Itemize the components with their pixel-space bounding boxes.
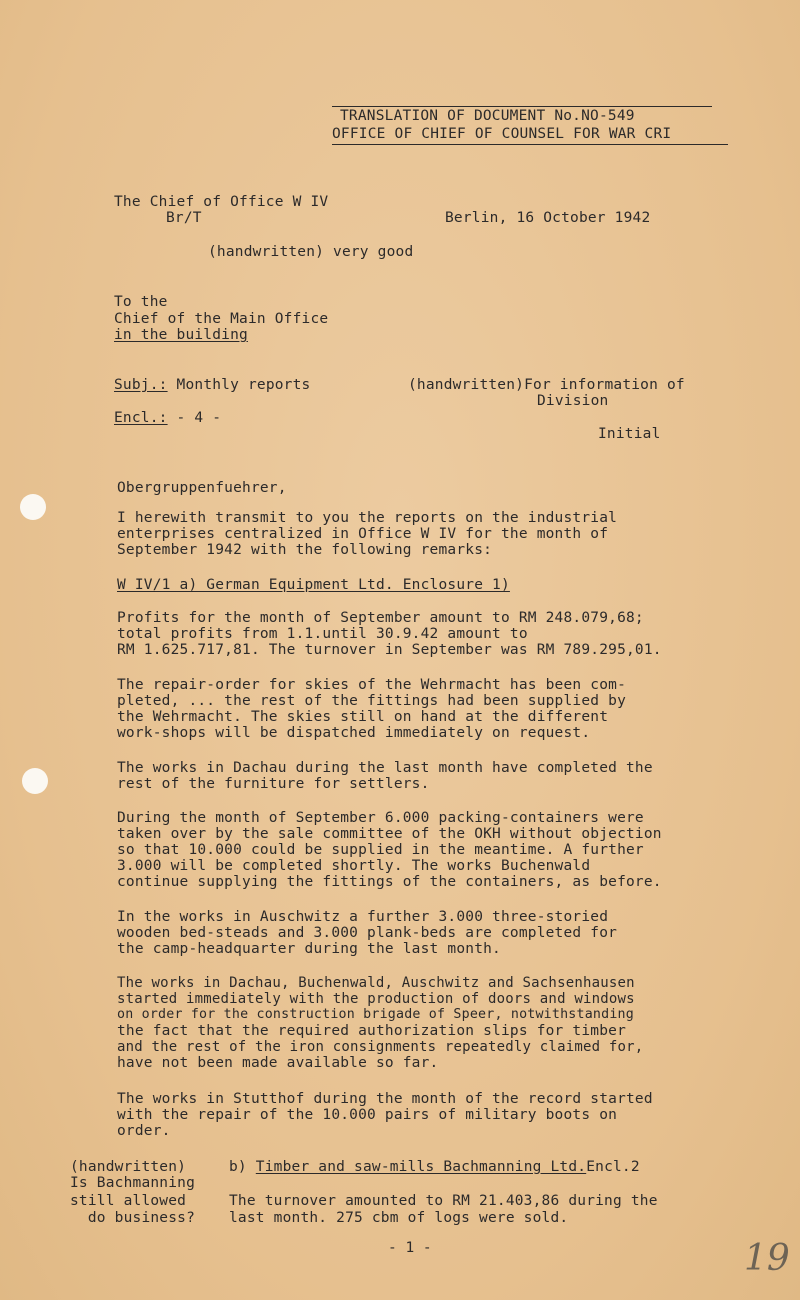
doors-line-5: and the rest of the iron consignments repeatedly claimed for, [117,1039,644,1055]
containers-line-3: so that 10.000 could be supplied in the meantime. A further [117,842,644,858]
margin-note-line-1: (handwritten) [70,1159,187,1175]
sender-line-1: The Chief of Office W IV [114,194,329,210]
skies-line-2: pleted, ... the rest of the fittings had been supplied by [117,693,626,709]
section-b-title: Timber and saw-mills Bachmanning Ltd. [255,1159,587,1175]
punch-hole-bottom [22,768,48,794]
intro-line-2: enterprises centralized in Office W IV for the month of [117,526,609,542]
section-b-line-2: last month. 275 cbm of logs were sold. [229,1210,569,1226]
subject-label: Subj.: [114,377,168,393]
containers-line-4: 3.000 will be completed shortly. The works Buchenwald [117,858,591,874]
auschwitz-line-2: wooden bed-steads and 3.000 plank-beds are completed for [117,925,618,941]
profits-line-2: total profits from 1.1.until 30.9.42 amount to [117,626,528,642]
header-line-1: TRANSLATION OF DOCUMENT No.NO-549 [340,108,635,124]
skies-line-4: work-shops will be dispatched immediately on request. [117,725,591,741]
containers-line-2: taken over by the sale committee of the OKH without objection [117,826,662,842]
margin-note-line-2: Is Bachmanning [70,1175,196,1191]
stutthof-line-2: with the repair of the 10.000 pairs of military boots on [117,1107,618,1123]
section-b-heading [229,1159,640,1175]
section-b-line-1: The turnover amounted to RM 21.403,86 during the [229,1193,658,1209]
archive-page-stamp: 19 [744,1238,790,1279]
subject-line [114,377,310,393]
intro-line-1: I herewith transmit to you the reports on the industrial [117,510,618,526]
section-b-enclosure: Encl.2 [586,1159,640,1175]
skies-line-1: The repair-order for skies of the Wehrmacht has been com- [117,677,626,693]
containers-line-1: During the month of September 6.000 packing-containers were [117,810,644,826]
enclosure-label: Encl.: [114,410,168,426]
handwritten-note-information-3: Initial [598,426,661,442]
auschwitz-line-3: the camp-headquarter during the last month. [117,941,501,957]
doors-line-1: The works in Dachau, Buchenwald, Auschwitz and Sachsenhausen [117,975,635,991]
enclosure-line [114,410,221,426]
header-line-2: OFFICE OF CHIEF OF COUNSEL FOR WAR CRI [332,126,672,142]
recipient-line-2: Chief of the Main Office [114,311,329,327]
stutthof-line-1: The works in Stutthof during the month of the record started [117,1091,653,1107]
section-b-prefix: b) [229,1159,256,1175]
recipient-line-1: To the [114,294,168,310]
subject-text: Monthly reports [167,377,311,393]
margin-note-line-4: do business? [70,1210,196,1226]
punch-hole-top [20,494,46,520]
place-date: Berlin, 16 October 1942 [445,210,651,226]
stutthof-line-3: order. [117,1123,171,1139]
salutation: Obergruppenfuehrer, [117,480,287,496]
header-rule-bottom [332,144,728,145]
doors-line-3: on order for the construction brigade of Speer, notwithstanding [117,1007,634,1022]
sender-line-2: Br/T [166,210,202,226]
header-rule-top [332,106,712,107]
margin-note-line-3: still allowed [70,1193,187,1209]
profits-line-1: Profits for the month of September amount to RM 248.079,68; [117,610,644,626]
intro-line-3: September 1942 with the following remarks: [117,542,493,558]
doors-line-6: have not been made available so far. [117,1055,439,1071]
containers-line-5: continue supplying the fittings of the containers, as before. [117,874,662,890]
dachau-line-2: rest of the furniture for settlers. [117,776,430,792]
doors-line-2: started immediately with the production of doors and windows [117,991,635,1007]
dachau-line-1: The works in Dachau during the last month have completed the [117,760,653,776]
handwritten-note-information-1: (handwritten)For information of [408,377,685,393]
skies-line-3: the Wehrmacht. The skies still on hand at the different [117,709,609,725]
doors-line-4: the fact that the required authorization slips for timber [117,1023,626,1039]
handwritten-note-information-2: Division [537,393,609,409]
handwritten-note-very-good: (handwritten) very good [208,244,414,260]
profits-line-3: RM 1.625.717,81. The turnover in September was RM 789.295,01. [117,642,662,658]
recipient-line-3: in the building [114,327,248,343]
enclosure-text: - 4 - [167,410,222,426]
page-number: - 1 - [388,1240,432,1256]
section-a-heading: W IV/1 a) German Equipment Ltd. Enclosure 1) [117,577,510,593]
auschwitz-line-1: In the works in Auschwitz a further 3.000 three-storied [117,909,609,925]
